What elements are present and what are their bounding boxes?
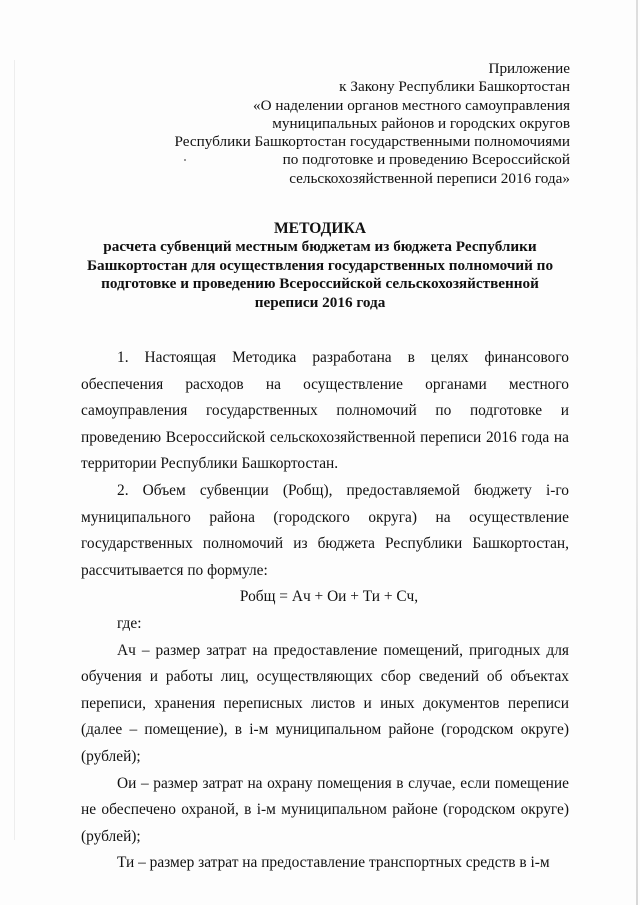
definition-ach: Ач – размер затрат на предоставление помещений, пригодных для обучения и работы лиц, осуществляющих сбор сведений об объектах переписи, хранения переписных листов и иных документов переписи (далее – помещение), в i-м муниципальном районе (городском округе) (рублей); [81, 641, 569, 765]
appendix-line: Приложение [488, 60, 570, 77]
document-title [70, 220, 570, 312]
appendix-header [150, 60, 570, 188]
scan-edge-left [14, 60, 15, 840]
title-subtitle-line: расчета субвенций местным бюджетам из бюджета Республики [103, 238, 537, 256]
appendix-line: сельскохозяйственной переписи 2016 года» [289, 169, 570, 187]
paragraph-1: 1. Настоящая Методика разработана в целях финансового обеспечения расходов на осуществление органами местного самоуправления государственных полномочий по подготовке и проведению Всероссийской сельскохозяйственной переписи 2016 года на территории Республики Башкортостан. [81, 349, 569, 473]
formula: Робщ = Ач + Ои + Ти + Сч, [239, 588, 419, 606]
appendix-line: Республики Башкортостан государственными полномочиями [174, 133, 570, 151]
document-body [81, 345, 569, 877]
where-label: где: [117, 614, 142, 632]
title-main: МЕТОДИКА [273, 220, 367, 237]
appendix-line: к Закону Республики Башкортостан [339, 78, 570, 96]
definition-ti: Ти – размер затрат на предоставление транспортных средств в i-м [117, 854, 550, 872]
definition-oi: Ои – размер затрат на охрану помещения в случае, если помещение не обеспечено охраной, в i-м муниципальном районе (городском округе) (рублей); [81, 774, 569, 845]
appendix-line: по подготовке и проведению Всероссийской [282, 151, 570, 169]
title-subtitle-line: подготовке и проведению Всероссийской сельскохозяйственной [101, 275, 539, 293]
title-subtitle-line: переписи 2016 года [254, 293, 386, 311]
appendix-line: муниципальных районов и городских округов [272, 114, 570, 132]
paragraph-2: 2. Объем субвенции (Робщ), предоставляемой бюджету i-го муниципального района (городского округа) на осуществление государственных полномочий из бюджета Республики Башкортостан, рассчитывается по формуле: [81, 481, 569, 579]
scan-edge-right [636, 0, 638, 905]
title-subtitle-line: Башкортостан для осуществления государственных полномочий по [86, 256, 554, 274]
appendix-line: «О наделении органов местного самоуправления [253, 96, 570, 114]
